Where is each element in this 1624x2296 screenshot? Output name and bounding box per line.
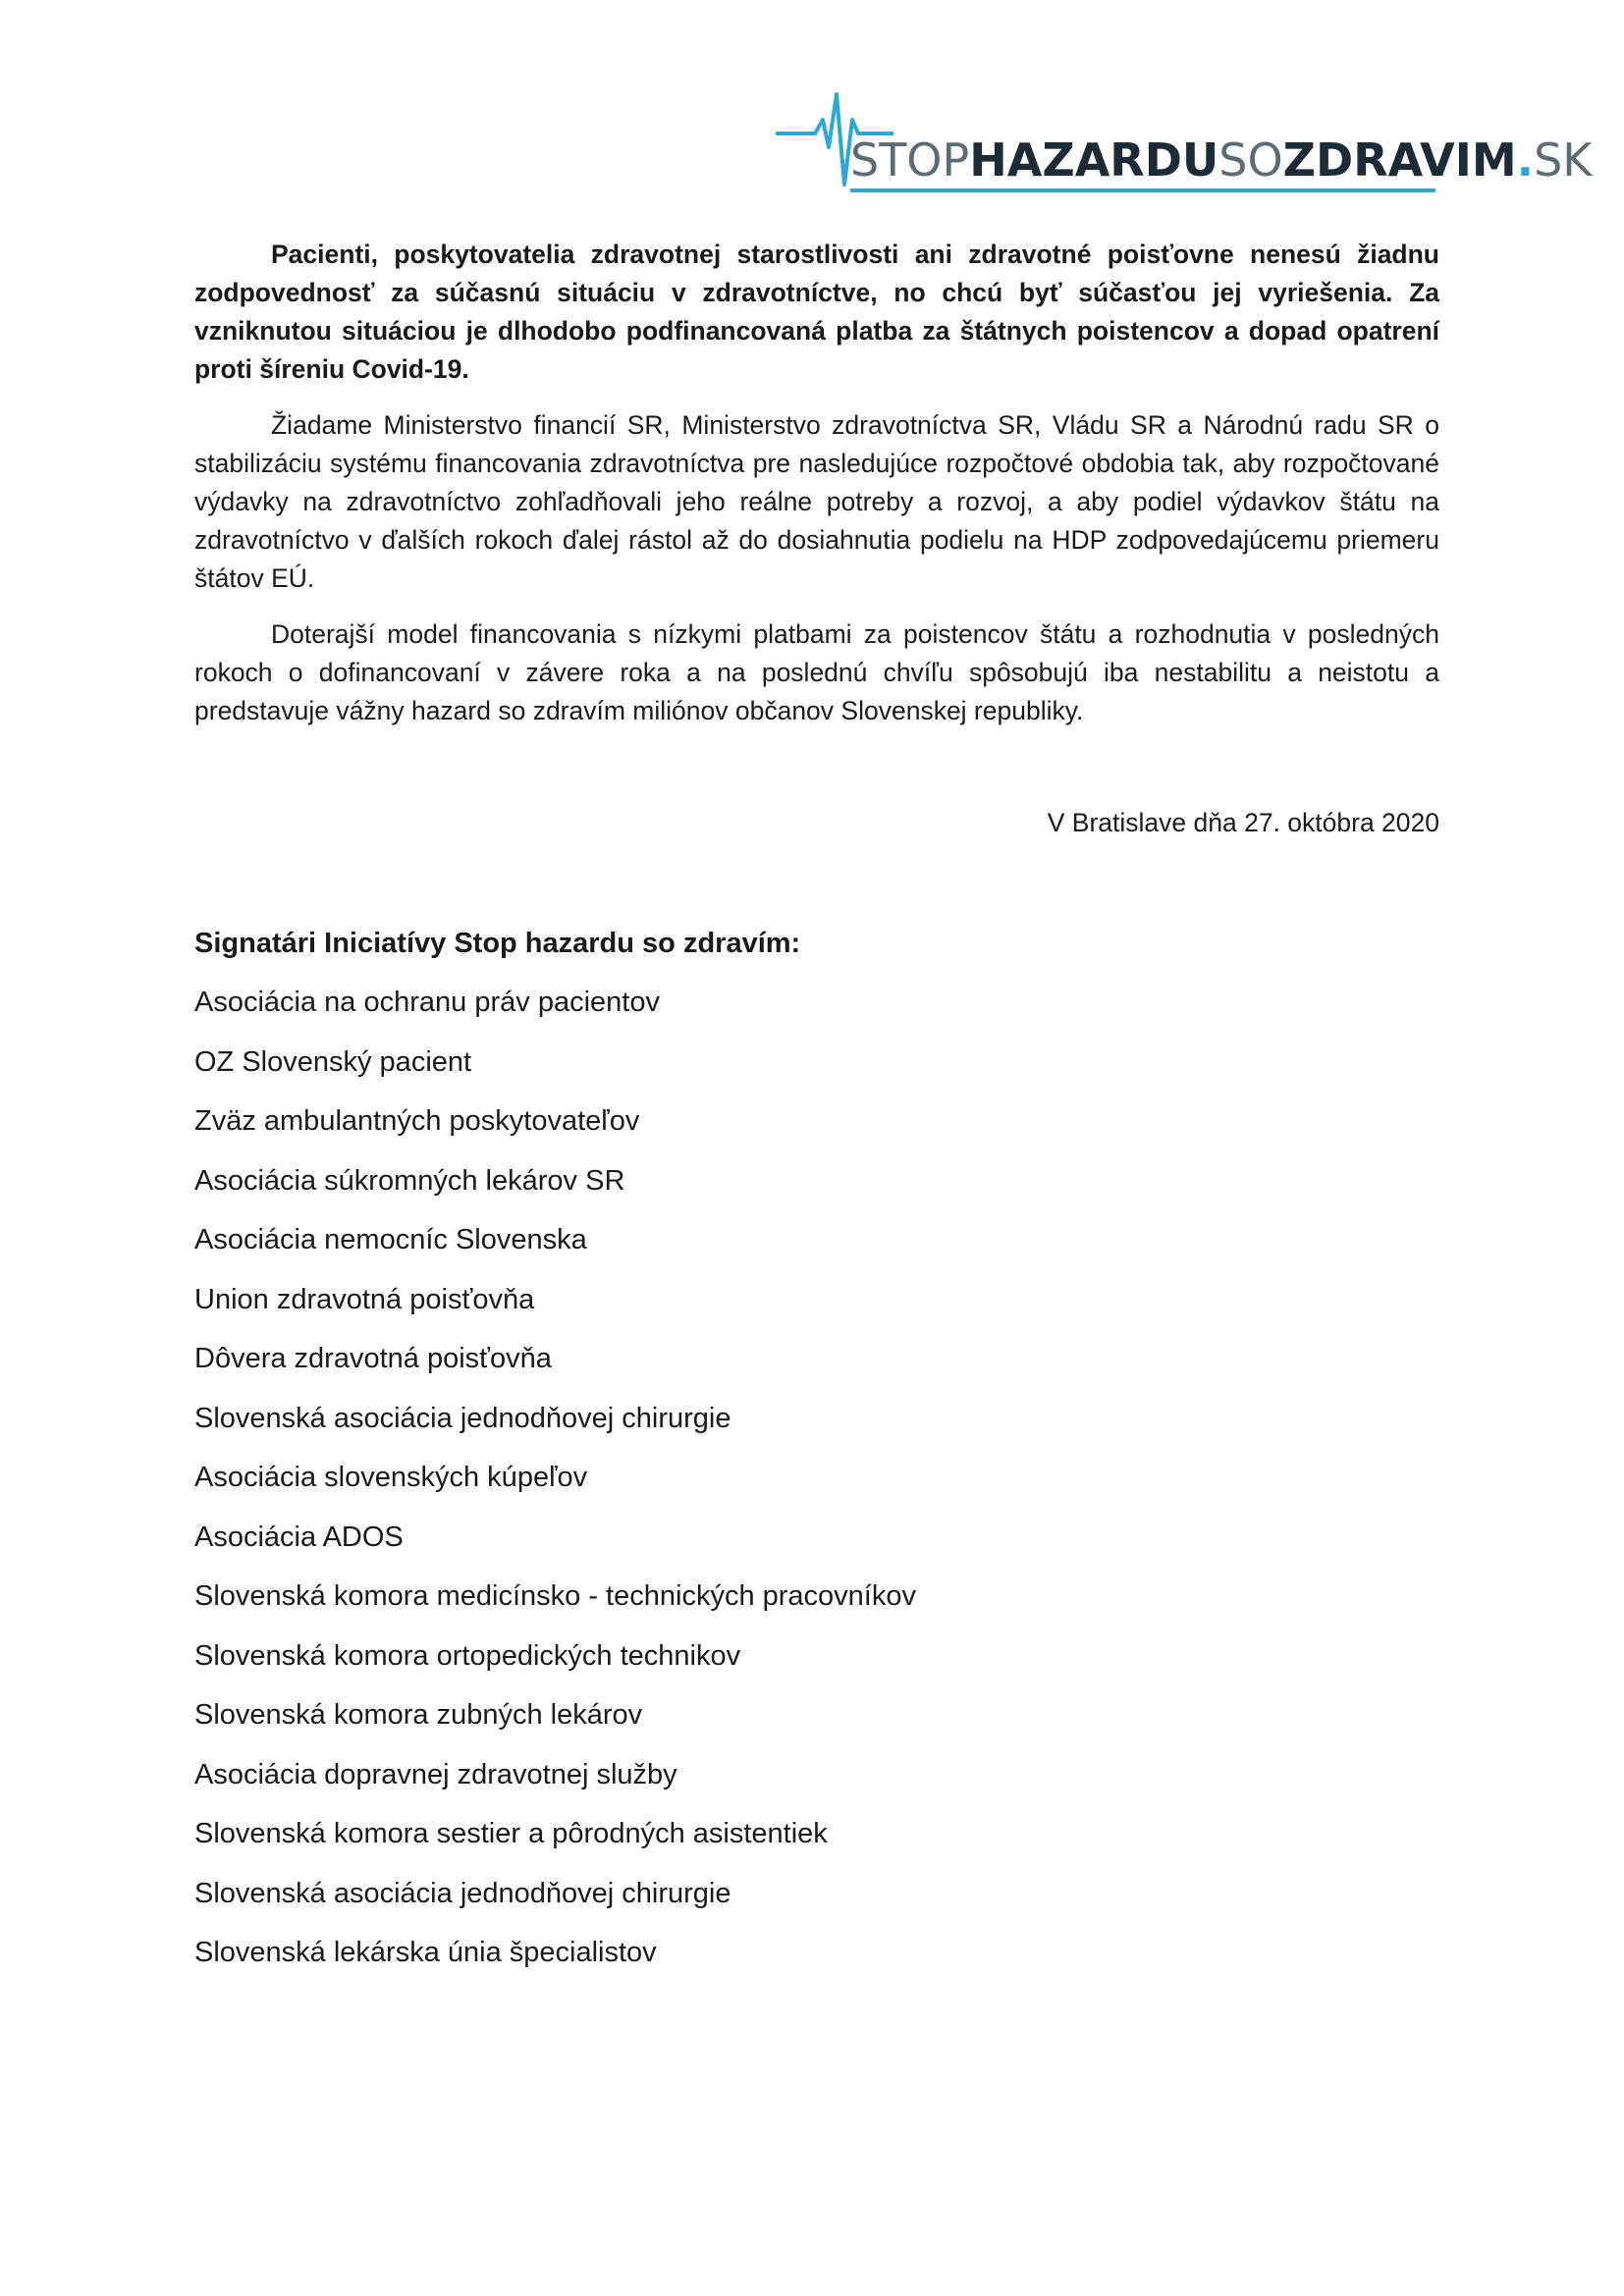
signatory-item: Slovenská komora zubných lekárov (194, 1699, 643, 1731)
logo-part-dot: . (1516, 133, 1535, 187)
logo-part-hazardu: HAZARDU (969, 133, 1219, 187)
paragraph-financing-model: Doterajší model financovania s nízkymi platbami za poistencov štátu a rozhodnutia v posledných rokoch o dofinancovaní v závere roka a na poslednú chvíľu spôsobujú iba nestabilitu a neistotu a predstavuje vážny hazard so zdravím miliónov občanov Slovenskej republiky. (194, 619, 1439, 725)
signatory-item: Slovenská komora medicínsko - technických pracovníkov (194, 1580, 916, 1612)
signatory-item: Asociácia dopravnej zdravotnej služby (194, 1758, 677, 1790)
signatory-item: Union zdravotná poisťovňa (194, 1283, 535, 1315)
logo-part-so: SO (1218, 133, 1283, 187)
logo-part-sk: SK (1534, 133, 1593, 187)
signatories-heading: Signatári Iniciatívy Stop hazardu so zdravím: (194, 928, 801, 959)
signatory-item: Asociácia nemocníc Slovenska (194, 1224, 587, 1255)
signatory-item: Dôvera zdravotná poisťovňa (194, 1343, 552, 1374)
signatory-item: Asociácia slovenských kúpeľov (194, 1462, 588, 1493)
signatory-item: Asociácia ADOS (194, 1521, 404, 1553)
signatory-item: Zväz ambulantných poskytovateľov (194, 1105, 640, 1137)
signatory-item: Asociácia súkromných lekárov SR (194, 1164, 625, 1197)
signatory-item: Slovenská komora sestier a pôrodných asistentiek (194, 1818, 828, 1849)
logo-part-stop: STOP (850, 133, 970, 187)
signatory-item: Slovenská asociácia jednodňovej chirurgie (194, 1877, 731, 1909)
place-date-line: V Bratislave dňa 27. októbra 2020 (1047, 808, 1439, 837)
signatory-item: OZ Slovenský pacient (194, 1045, 472, 1078)
stophazardusozdravim-logo (776, 90, 1593, 198)
logo-wordmark (850, 133, 1593, 187)
signatories-list (194, 985, 916, 1995)
logo-part-zdravim: ZDRAVIM (1282, 133, 1517, 187)
signatory-item: Asociácia na ochranu práv pacientov (194, 987, 660, 1018)
paragraph-request: Žiadame Ministerstvo financií SR, Ministerstvo zdravotníctva SR, Vládu SR a Národnú radu SR o stabilizáciu systému financovania zdravotníctva pre nasledujúce rozpočtové obdobia tak, aby rozpočtované výdavky na zdravotníctvo zohľadňovali jeho reálne potreby a rozvoj, a aby podiel výdavkov štátu na zdravotníctvo v ďalších rokoch ďalej rástol až do dosiahnutia podielu na HDP zodpovedajúcemu priemeru štátov EÚ. (194, 410, 1439, 593)
signatory-item: Slovenská asociácia jednodňovej chirurgie (194, 1402, 731, 1434)
paragraph-situation: Pacienti, poskytovatelia zdravotnej starostlivosti ani zdravotné poisťovne nenesú žiadnu zodpovednosť za súčasnú situáciu v zdravotníctve, no chcú byť súčasťou jej vyriešenia. Za vzniknutou situáciou je dlhodobo podfinancovaná platba za štátnych poistencov a dopad opatrení proti šíreniu Covid-19. (194, 240, 1439, 384)
logo-underline (850, 188, 1435, 192)
signatory-item: Slovenská lekárska únia špecialistov (194, 1937, 657, 1968)
signatory-item: Slovenská komora ortopedických technikov (194, 1639, 741, 1672)
